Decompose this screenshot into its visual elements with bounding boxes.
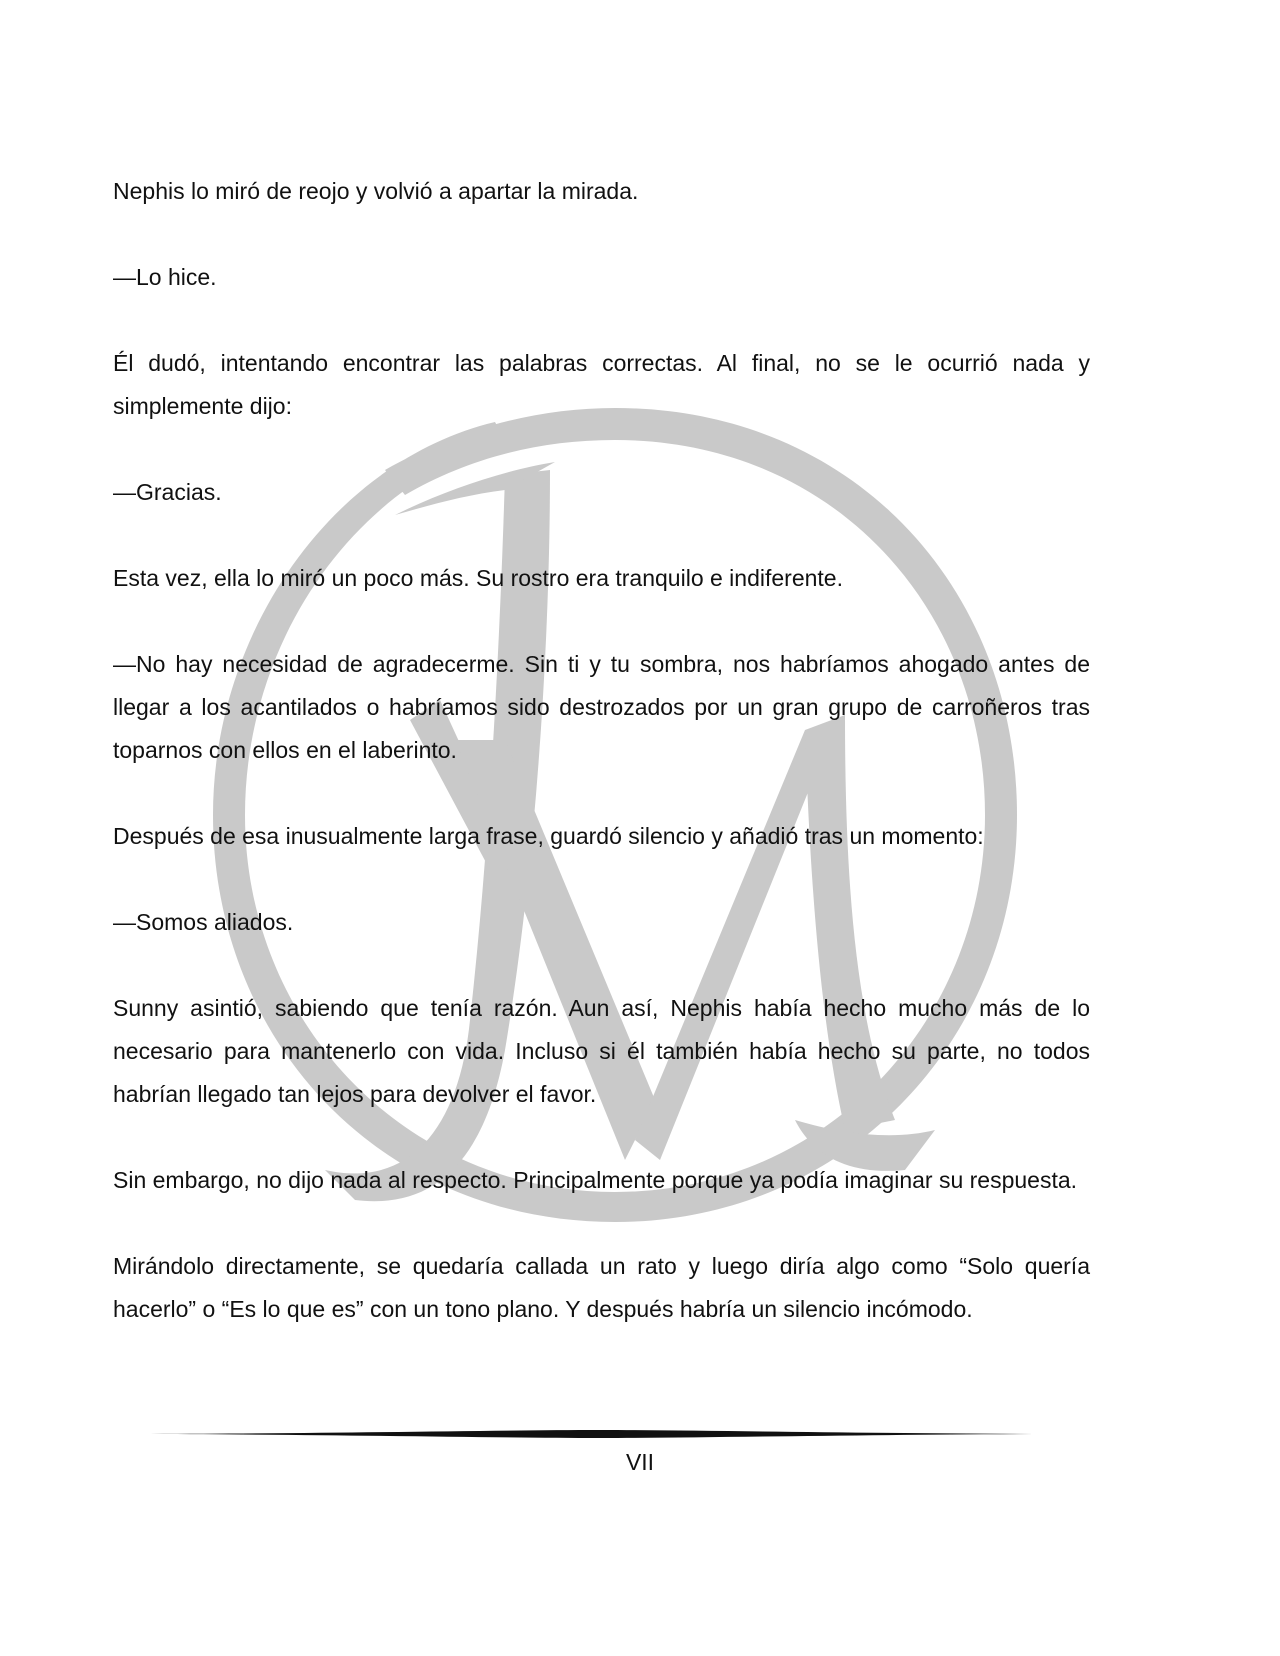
paragraph: Sunny asintió, sabiendo que tenía razón. Aun así, Nephis había hecho mucho más de lo necesario para mantenerlo con vida. Incluso si él también había hecho su parte, no todos habrían llegado tan lejos para devolver el favor. <box>113 995 1090 1107</box>
paragraph: Mirándolo directamente, se quedaría callada un rato y luego diría algo como “Solo quería hacerlo” o “Es lo que es” con un tono plano. Y después habría un silencio incómodo. <box>113 1253 1090 1322</box>
page-number: VII <box>625 1449 655 1475</box>
paragraph: —Gracias. <box>113 479 222 505</box>
paragraph: —Somos aliados. <box>113 909 294 935</box>
paragraph: Nephis lo miró de reojo y volvió a apartar la mirada. <box>113 178 639 204</box>
paragraph: —No hay necesidad de agradecerme. Sin ti y tu sombra, nos habríamos ahogado antes de llegar a los acantilados o habríamos sido destrozados por un gran grupo de carroñeros tras toparnos con ellos en el laberinto. <box>113 651 1090 763</box>
footer-divider <box>150 1428 1050 1440</box>
paragraph: Él dudó, intentando encontrar las palabras correctas. Al final, no se le ocurrió nada y simplemente dijo: <box>113 350 1090 419</box>
paragraph: Después de esa inusualmente larga frase, guardó silencio y añadió tras un momento: <box>113 823 984 849</box>
paragraph: Sin embargo, no dijo nada al respecto. Principalmente porque ya podía imaginar su respuesta. <box>113 1167 1078 1193</box>
paragraph: Esta vez, ella lo miró un poco más. Su rostro era tranquilo e indiferente. <box>113 565 843 591</box>
paragraph: —Lo hice. <box>113 264 217 290</box>
page-body <box>113 170 1090 1374</box>
